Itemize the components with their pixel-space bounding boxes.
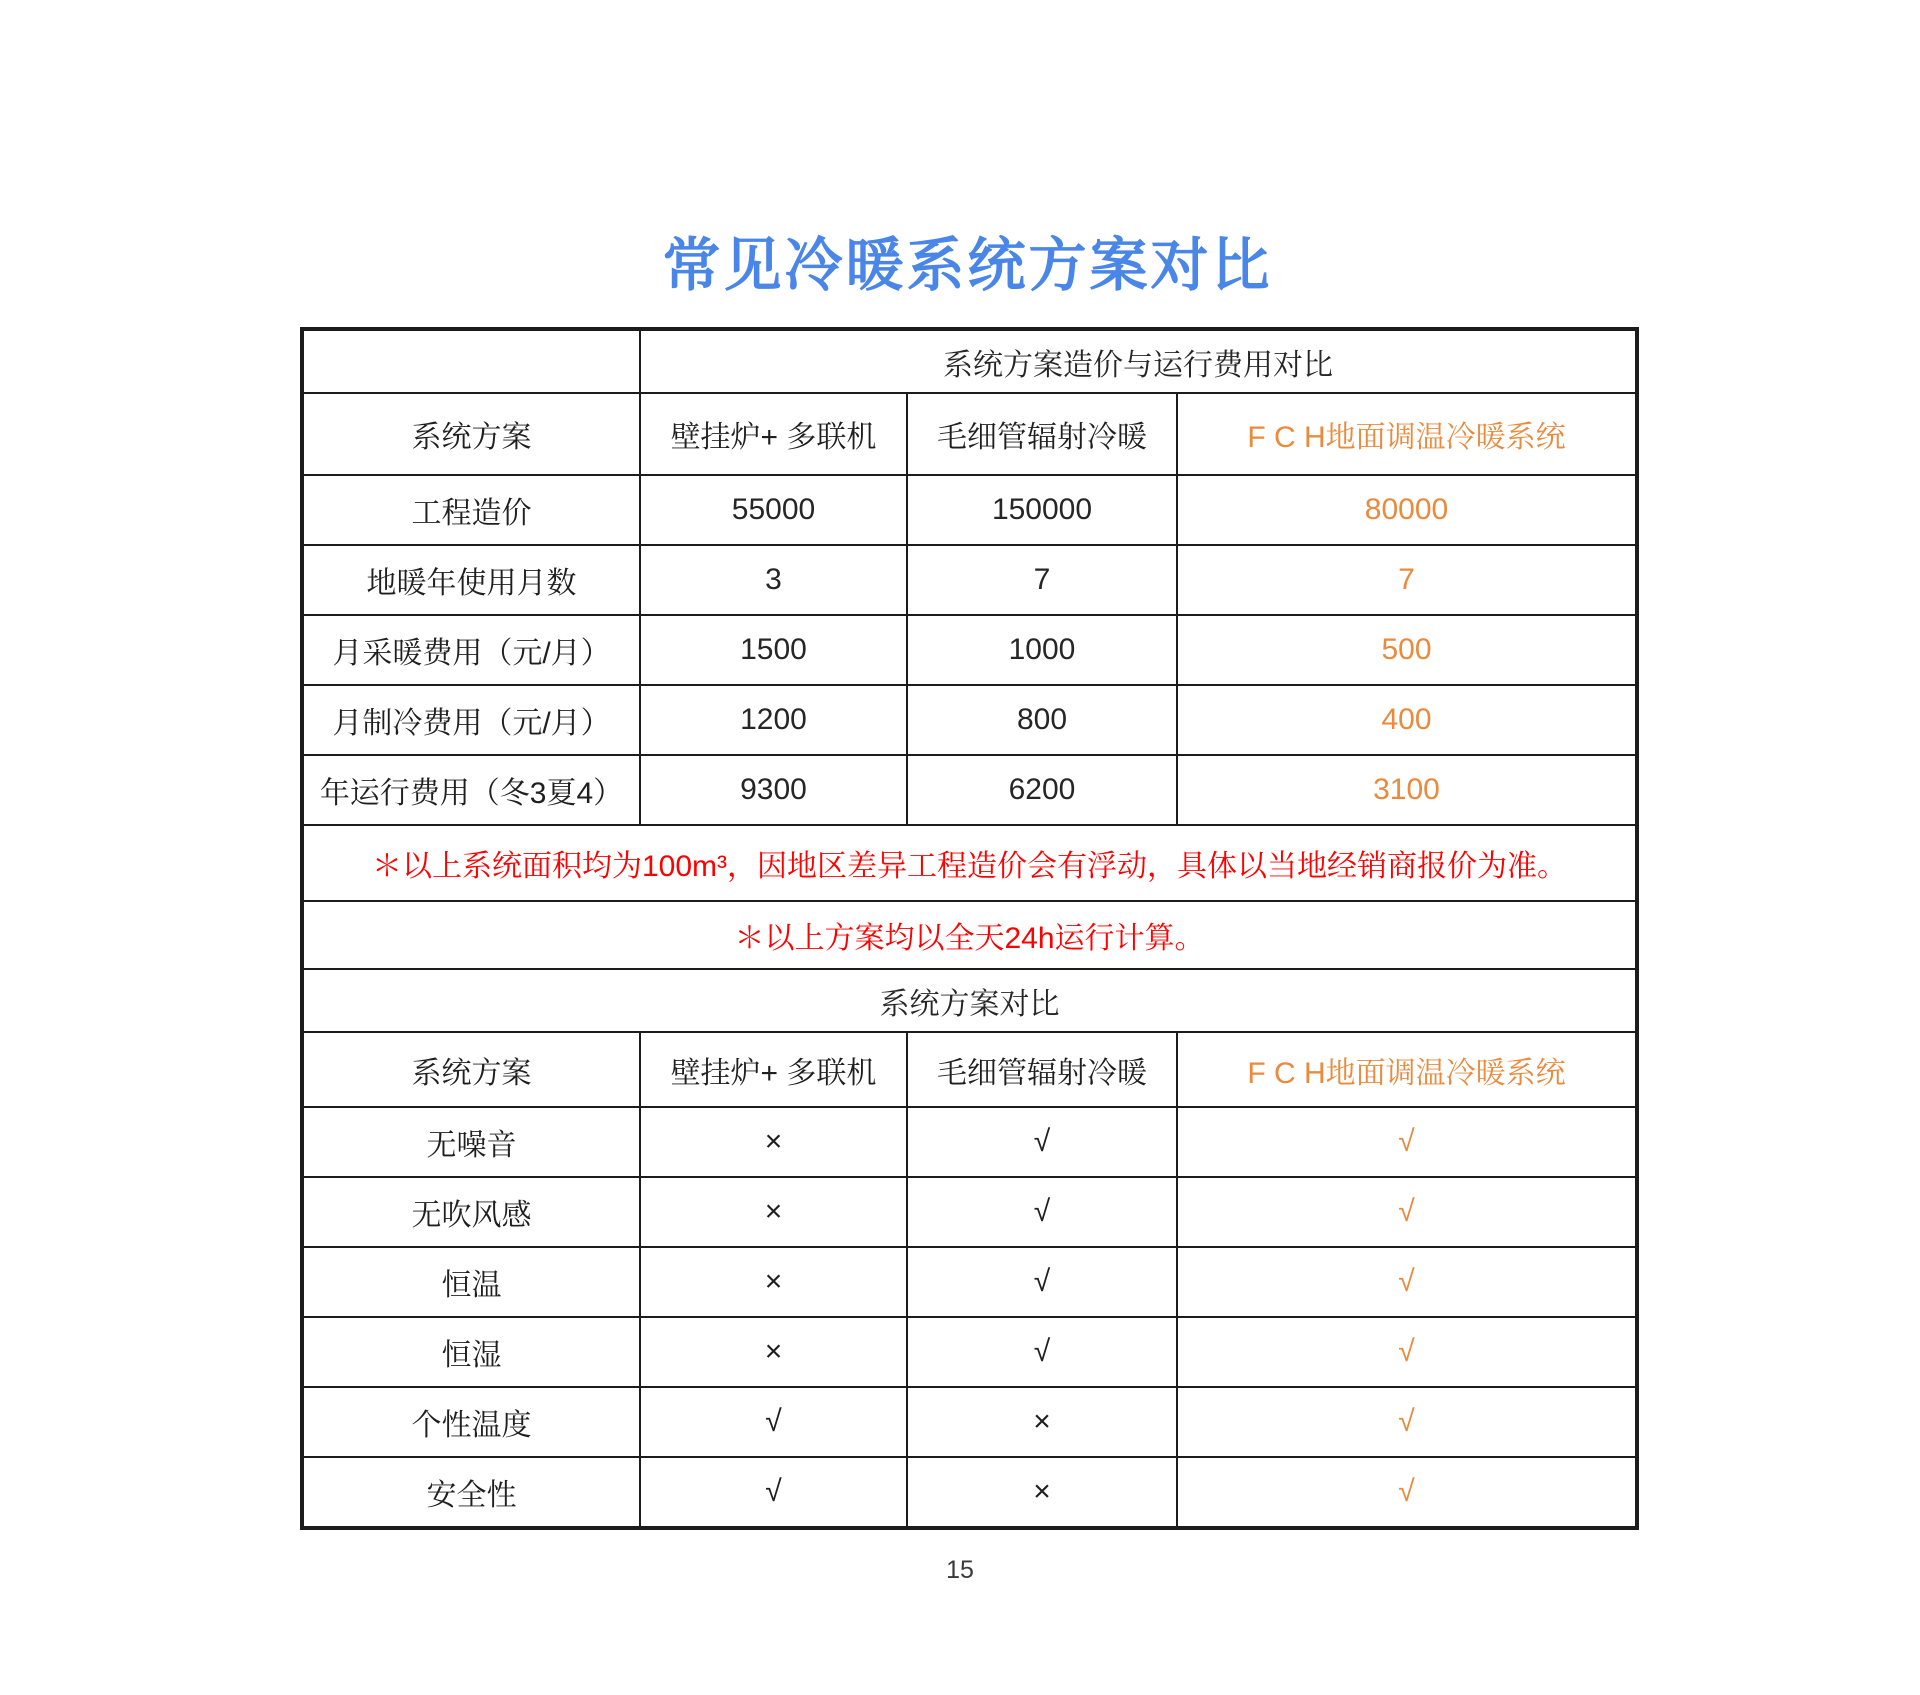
mark-cell: ×: [640, 1177, 907, 1247]
mark-cell-fch: √: [1177, 1317, 1637, 1387]
page-number: 15: [946, 1556, 974, 1584]
value-cell-fch: 7: [1177, 545, 1637, 615]
footnote-row: [302, 825, 1637, 901]
section2-header: 系统方案对比: [302, 969, 1637, 1032]
table-row: [302, 1107, 1637, 1177]
empty-cell: [302, 329, 640, 393]
mark-cell-fch: √: [1177, 1177, 1637, 1247]
row-label: 地暖年使用月数: [302, 545, 640, 615]
plan-cell: 毛细管辐射冷暖: [907, 393, 1177, 475]
value-cell: 3: [640, 545, 907, 615]
row-label: 无噪音: [302, 1107, 640, 1177]
row-label: 年运行费用（冬3夏4）: [302, 755, 640, 825]
mark-cell-fch: √: [1177, 1387, 1637, 1457]
value-cell: 1000: [907, 615, 1177, 685]
row-label: 工程造价: [302, 475, 640, 545]
mark-cell-fch: √: [1177, 1247, 1637, 1317]
row-label: 月制冷费用（元/月）: [302, 685, 640, 755]
table-row: [302, 1457, 1637, 1528]
value-cell-fch: 80000: [1177, 475, 1637, 545]
value-cell-fch: 3100: [1177, 755, 1637, 825]
value-cell: 6200: [907, 755, 1177, 825]
row-label: 恒温: [302, 1247, 640, 1317]
table-row: [302, 1317, 1637, 1387]
value-cell: 9300: [640, 755, 907, 825]
mark-cell: ×: [907, 1387, 1177, 1457]
row-label: 个性温度: [302, 1387, 640, 1457]
section1-plan-row: [302, 393, 1637, 475]
value-cell: 150000: [907, 475, 1177, 545]
row-label: 无吹风感: [302, 1177, 640, 1247]
plan-cell: 毛细管辐射冷暖: [907, 1032, 1177, 1107]
mark-cell: √: [907, 1107, 1177, 1177]
section2-header-row: [302, 969, 1637, 1032]
row-label: 月采暖费用（元/月）: [302, 615, 640, 685]
table-row: [302, 1387, 1637, 1457]
footnote-runtime: ＊以上方案均以全天24h运行计算。: [302, 901, 1637, 969]
plan-cell: 壁挂炉+ 多联机: [640, 1032, 907, 1107]
table-row: [302, 1177, 1637, 1247]
table-row: [302, 615, 1637, 685]
value-cell: 55000: [640, 475, 907, 545]
row-label: 系统方案: [302, 1032, 640, 1107]
value-cell: 800: [907, 685, 1177, 755]
plan-cell: 壁挂炉+ 多联机: [640, 393, 907, 475]
value-cell: 7: [907, 545, 1177, 615]
plan-cell-fch: F C H地面调温冷暖系统: [1177, 393, 1637, 475]
row-label: 安全性: [302, 1457, 640, 1528]
page-title: 常见冷暖系统方案对比: [662, 233, 1273, 298]
table-row: [302, 685, 1637, 755]
plan-cell-fch: F C H地面调温冷暖系统: [1177, 1032, 1637, 1107]
mark-cell-fch: √: [1177, 1107, 1637, 1177]
mark-cell: √: [640, 1457, 907, 1528]
value-cell-fch: 400: [1177, 685, 1637, 755]
row-label: 恒湿: [302, 1317, 640, 1387]
section1-header: 系统方案造价与运行费用对比: [640, 329, 1637, 393]
comparison-table: [300, 327, 1639, 1530]
value-cell-fch: 500: [1177, 615, 1637, 685]
mark-cell: ×: [640, 1317, 907, 1387]
mark-cell: ×: [640, 1247, 907, 1317]
mark-cell: √: [640, 1387, 907, 1457]
table-row: [302, 545, 1637, 615]
section1-header-row: [302, 329, 1637, 393]
mark-cell: √: [907, 1247, 1177, 1317]
footnote-row: [302, 901, 1637, 969]
mark-cell: ×: [907, 1457, 1177, 1528]
table-row: [302, 1247, 1637, 1317]
value-cell: 1200: [640, 685, 907, 755]
row-label: 系统方案: [302, 393, 640, 475]
mark-cell: √: [907, 1317, 1177, 1387]
mark-cell: √: [907, 1177, 1177, 1247]
mark-cell: ×: [640, 1107, 907, 1177]
table-row: [302, 755, 1637, 825]
table-row: [302, 475, 1637, 545]
mark-cell-fch: √: [1177, 1457, 1637, 1528]
value-cell: 1500: [640, 615, 907, 685]
footnote-area: ＊以上系统面积均为100m³，因地区差异工程造价会有浮动，具体以当地经销商报价为准。: [302, 825, 1637, 901]
section2-plan-row: [302, 1032, 1637, 1107]
